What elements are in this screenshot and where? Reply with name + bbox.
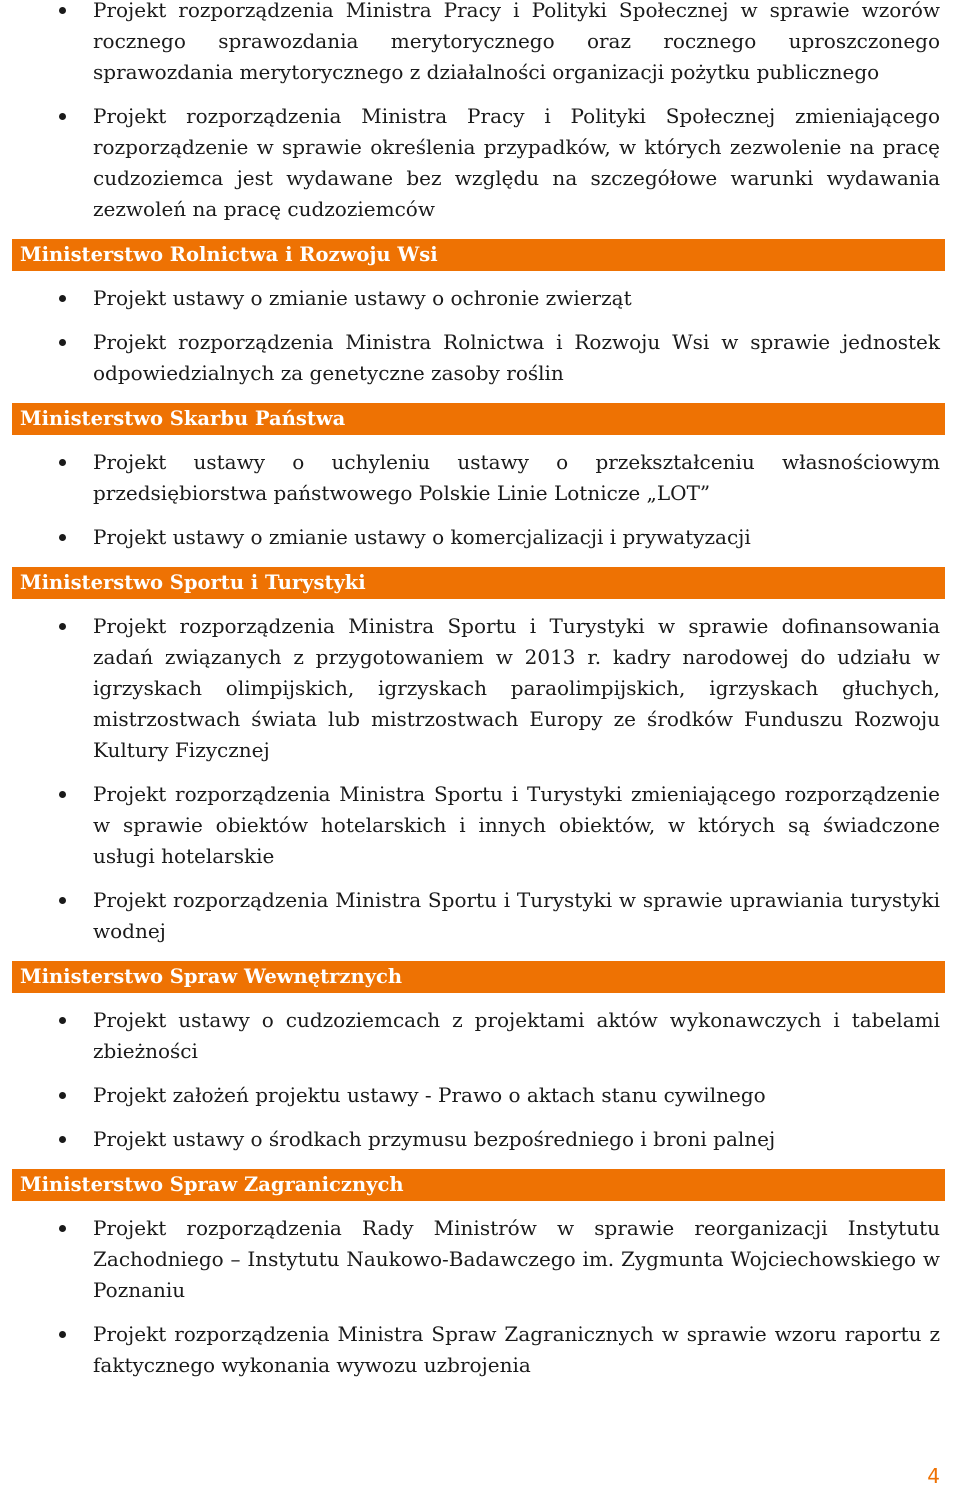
page-number: 4 bbox=[927, 1464, 940, 1488]
list-item: Projekt ustawy o zmianie ustawy o komercjalizacji i prywatyzacji bbox=[93, 522, 940, 553]
bullet-icon bbox=[59, 1225, 66, 1232]
list-item: Projekt ustawy o zmianie ustawy o ochronie zwierząt bbox=[93, 283, 940, 314]
list-item: Projekt rozporządzenia Ministra Spraw Zagranicznych w sprawie wzoru raportu z faktycznego wykonania wywozu uzbrojenia bbox=[93, 1319, 940, 1381]
section-header: Ministerstwo Spraw Zagranicznych bbox=[12, 1169, 945, 1201]
list-item: Projekt rozporządzenia Ministra Rolnictwa i Rozwoju Wsi w sprawie jednostek odpowiedzialnych za genetyczne zasoby roślin bbox=[93, 327, 940, 389]
section-sprawy-zagraniczne bbox=[0, 1169, 960, 1381]
list-item: Projekt rozporządzenia Ministra Pracy i Polityki Społecznej w sprawie wzorów rocznego sprawozdania merytorycznego oraz rocznego uproszczonego sprawozdania merytorycznego z działalności organizacji pożytku publicznego bbox=[93, 0, 940, 88]
section-rolnictwo bbox=[0, 239, 960, 389]
section-header: Ministerstwo Spraw Wewnętrznych bbox=[12, 961, 945, 993]
list-item: Projekt ustawy o cudzoziemcach z projektami aktów wykonawczych i tabelami zbieżności bbox=[93, 1005, 940, 1067]
bullet-icon bbox=[59, 897, 66, 904]
bullet-icon bbox=[59, 339, 66, 346]
bullet-icon bbox=[59, 1017, 66, 1024]
list-item: Projekt założeń projektu ustawy - Prawo o aktach stanu cywilnego bbox=[93, 1080, 940, 1111]
list-item: Projekt rozporządzenia Ministra Sportu i Turystyki w sprawie dofinansowania zadań związanych z przygotowaniem w 2013 r. kadry narodowej do udziału w igrzyskach olimpijskich, igrzyskach paraolimpijskich, igrzyskach głuchych, mistrzostwach świata lub mistrzostwach Europy ze środków Funduszu Rozwoju Kultury Fizycznej bbox=[93, 611, 940, 766]
bullet-icon bbox=[59, 113, 66, 120]
item-list bbox=[0, 1005, 960, 1155]
item-list bbox=[0, 447, 960, 553]
section-header: Ministerstwo Sportu i Turystyki bbox=[12, 567, 945, 599]
bullet-icon bbox=[59, 459, 66, 466]
bullet-icon bbox=[59, 1331, 66, 1338]
section-header: Ministerstwo Rolnictwa i Rozwoju Wsi bbox=[12, 239, 945, 271]
bullet-icon bbox=[59, 791, 66, 798]
bullet-icon bbox=[59, 623, 66, 630]
item-list bbox=[0, 283, 960, 389]
section-skarb bbox=[0, 403, 960, 553]
bullet-icon bbox=[59, 1136, 66, 1143]
list-item: Projekt rozporządzenia Rady Ministrów w sprawie reorganizacji Instytutu Zachodniego – Instytutu Naukowo-Badawczego im. Zygmunta Wojciechowskiego w Poznaniu bbox=[93, 1213, 940, 1306]
list-item: Projekt rozporządzenia Ministra Sportu i Turystyki w sprawie uprawiania turystyki wodnej bbox=[93, 885, 940, 947]
item-list bbox=[0, 1213, 960, 1381]
list-item: Projekt rozporządzenia Ministra Pracy i Polityki Społecznej zmieniającego rozporządzenie w sprawie określenia przypadków, w których zezwolenie na pracę cudzoziemca jest wydawane bez względu na szczegółowe warunki wydawania zezwoleń na pracę cudzoziemców bbox=[93, 101, 940, 225]
bullet-icon bbox=[59, 7, 66, 14]
bullet-icon bbox=[59, 295, 66, 302]
section-sport bbox=[0, 567, 960, 947]
list-item: Projekt rozporządzenia Ministra Sportu i Turystyki zmieniającego rozporządzenie w sprawie obiektów hotelarskich i innych obiektów, w których są świadczone usługi hotelarskie bbox=[93, 779, 940, 872]
section-header: Ministerstwo Skarbu Państwa bbox=[12, 403, 945, 435]
section-sprawy-wewnetrzne bbox=[0, 961, 960, 1155]
item-list bbox=[0, 0, 960, 225]
section-praca bbox=[0, 0, 960, 225]
list-item: Projekt ustawy o uchyleniu ustawy o przekształceniu własnościowym przedsiębiorstwa państwowego Polskie Linie Lotnicze „LOT” bbox=[93, 447, 940, 509]
bullet-icon bbox=[59, 1092, 66, 1099]
bullet-icon bbox=[59, 534, 66, 541]
list-item: Projekt ustawy o środkach przymusu bezpośredniego i broni palnej bbox=[93, 1124, 940, 1155]
item-list bbox=[0, 611, 960, 947]
